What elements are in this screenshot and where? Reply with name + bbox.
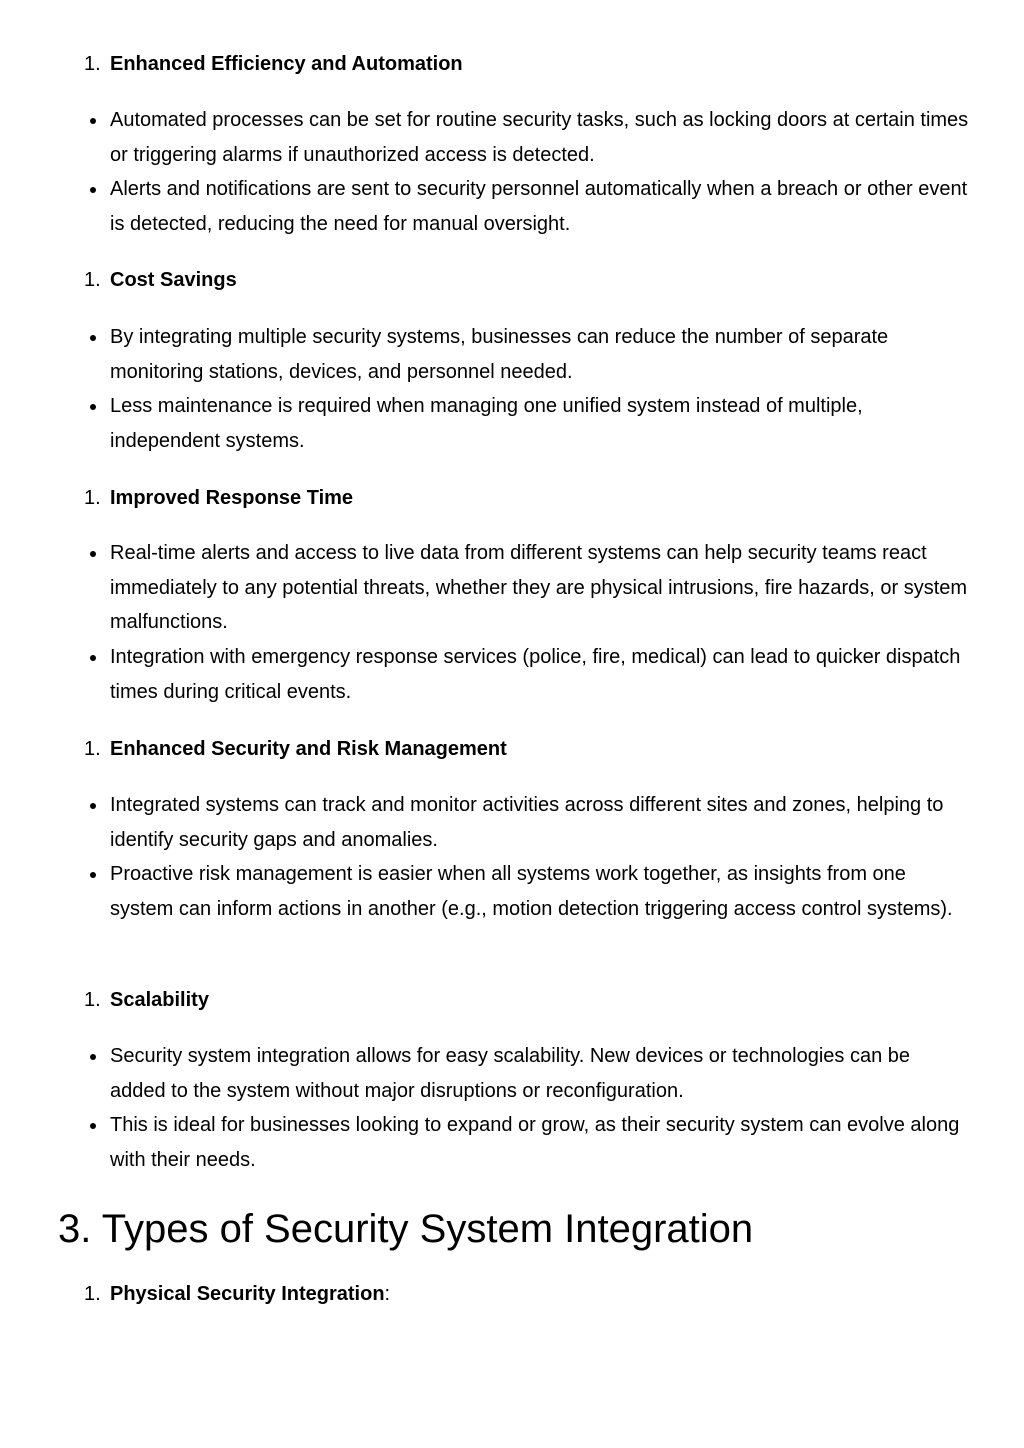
list-item: Real-time alerts and access to live data from different systems can help security teams react immediately to any potential threats, whether they are physical intrusions, fire hazards, or system malfunctions.: [110, 536, 970, 640]
item-title: Cost Savings: [110, 269, 237, 291]
numbered-heading: [84, 268, 237, 292]
list-number: 1.: [84, 989, 101, 1011]
list-item: This is ideal for businesses looking to expand or grow, as their security system can evolve along with their needs.: [110, 1108, 970, 1177]
numbered-heading: [84, 988, 209, 1012]
bullet-list: [110, 320, 970, 459]
bullet-list: [110, 1039, 970, 1178]
list-number: 1.: [84, 269, 101, 291]
section-heading: 3. Types of Security System Integration: [58, 1207, 754, 1251]
item-title: Improved Response Time: [110, 487, 354, 509]
item-title: Enhanced Security and Risk Management: [110, 738, 507, 760]
list-number: 1.: [84, 738, 101, 760]
list-item: Security system integration allows for easy scalability. New devices or technologies can be added to the system without major disruptions or reconfiguration.: [110, 1039, 970, 1108]
numbered-heading: [84, 1282, 390, 1306]
list-number: 1.: [84, 53, 101, 75]
list-item: Alerts and notifications are sent to security personnel automatically when a breach or other event is detected, reducing the need for manual oversight.: [110, 172, 970, 241]
list-item: Less maintenance is required when managing one unified system instead of multiple, independent systems.: [110, 389, 970, 458]
numbered-heading: [84, 52, 463, 76]
bullet-list: [110, 536, 970, 710]
numbered-heading: [84, 737, 507, 761]
item-title: Physical Security Integration: [110, 1283, 385, 1305]
item-title-suffix: :: [384, 1283, 391, 1305]
list-number: 1.: [84, 487, 101, 509]
bullet-list: [110, 788, 970, 927]
bullet-list: [110, 103, 970, 242]
item-title: Enhanced Efficiency and Automation: [110, 53, 463, 75]
item-title: Scalability: [110, 989, 209, 1011]
list-number: 1.: [84, 1283, 101, 1305]
list-item: Proactive risk management is easier when all systems work together, as insights from one system can inform actions in another (e.g., motion detection triggering access control systems).: [110, 857, 970, 926]
list-item: By integrating multiple security systems, businesses can reduce the number of separate monitoring stations, devices, and personnel needed.: [110, 320, 970, 389]
numbered-heading: [84, 486, 353, 510]
list-item: Integration with emergency response services (police, fire, medical) can lead to quicker dispatch times during critical events.: [110, 640, 970, 709]
list-item: Automated processes can be set for routine security tasks, such as locking doors at certain times or triggering alarms if unauthorized access is detected.: [110, 103, 970, 172]
list-item: Integrated systems can track and monitor activities across different sites and zones, helping to identify security gaps and anomalies.: [110, 788, 970, 857]
